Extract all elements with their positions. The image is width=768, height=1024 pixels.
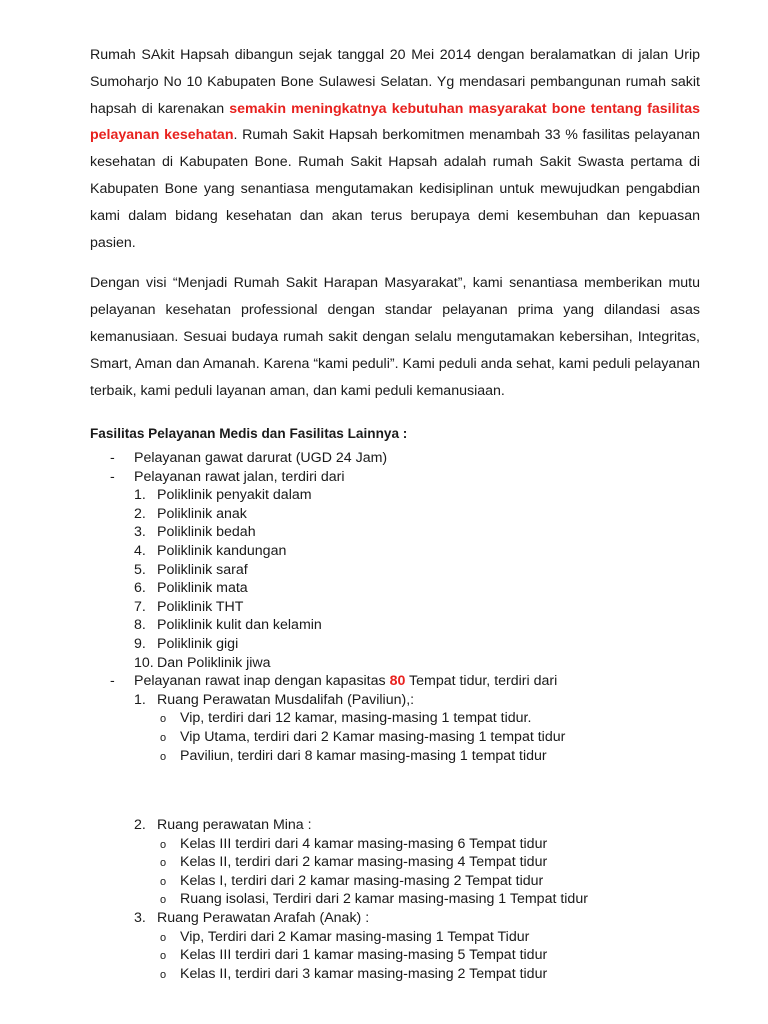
list-item-text: Poliklinik kulit dan kelamin [157, 617, 322, 634]
facilities-heading: Fasilitas Pelayanan Medis dan Fasilitas Lainnya : [90, 426, 408, 441]
item-number: 5. [134, 561, 146, 578]
sub-list-item [90, 835, 700, 854]
list-item [90, 579, 700, 598]
sub-list-item-text: Kelas II, terdiri dari 3 kamar masing-masing 2 Tempat tidur [180, 965, 548, 982]
document-page [90, 42, 701, 982]
list-item-text [134, 672, 557, 691]
bullet-marker: o [160, 838, 167, 851]
list-item-text: Poliklinik gigi [157, 635, 239, 652]
sub-list-item-text: Kelas II, terdiri dari 2 kamar masing-masing 4 Tempat tidur [180, 854, 548, 871]
item-number: 6. [134, 580, 146, 597]
list-item [90, 691, 700, 710]
sub-list-item-text: Vip, Terdiri dari 2 Kamar masing-masing 1 Tempat Tidur [180, 928, 530, 945]
bullet-marker: o [160, 713, 167, 726]
bullet-marker: o [160, 950, 167, 963]
item-number: 1. [134, 691, 146, 708]
list-item-text: Dan Poliklinik jiwa [157, 654, 271, 671]
list-item [90, 672, 700, 691]
list-item [90, 561, 700, 580]
list-item [90, 468, 700, 487]
list-item [90, 616, 700, 635]
sub-list-item-text: Vip Utama, terdiri dari 2 Kamar masing-masing 1 tempat tidur [180, 728, 566, 745]
sub-list-item [90, 890, 700, 909]
sub-list-item-text: Kelas I, terdiri dari 2 kamar masing-masing 2 Tempat tidur [180, 872, 544, 889]
list-item-text: Poliklinik saraf [157, 561, 248, 578]
item-number: 4. [134, 542, 146, 559]
list-item-text: Poliklinik penyakit dalam [157, 487, 312, 504]
ruang-list [90, 691, 700, 984]
item-number: 2. [134, 817, 146, 834]
intro-text-before: Rumah SAkit Hapsah dibangun sejak tanggal 20 Mei 2014 dengan beralamatkan di jalan Urip Sumoharjo No 10 Kabupaten Bone Sulawesi Selatan. Yg mendasari pembangunan rumah sakit hapsah di karenakan [90, 47, 700, 117]
bullet-marker: o [160, 731, 167, 744]
list-item [90, 523, 700, 542]
bullet-marker: o [160, 931, 167, 944]
list-item [90, 486, 700, 505]
list-item-text: Ruang Perawatan Arafah (Anak) : [157, 910, 370, 927]
rawat-inap-text-before: Pelayanan rawat inap dengan kapasitas [134, 673, 390, 690]
item-number: 2. [134, 505, 146, 522]
sub-list-item [90, 965, 700, 984]
bullet-marker: o [160, 857, 167, 870]
vision-paragraph: Dengan visi “Menjadi Rumah Sakit Harapan Masyarakat”, kami senantiasa memberikan mutu pelayanan kesehatan professional dengan standar pelayanan prima yang dilandasi asas kemanusiaan. Sesuai budaya rumah sakit dengan selalu mengutamakan kebersihan, Integritas, Smart, Aman dan Amanah. Karena “kami peduli”. Kami peduli anda sehat, kami peduli pelayanan terbaik, kami peduli layanan aman, dan kami peduli kemanusiaan. [90, 275, 700, 399]
intro-text-after: . Rumah Sakit Hapsah berkomitmen menambah 33 % fasilitas pelayanan kesehatan di Kabupaten Bone. Rumah Sakit Hapsah adalah rumah Sakit Swasta pertama di Kabupaten Bone yang senantiasa mengutamakan kedisiplinan untuk mewujudkan pengabdian kami dalam bidang kesehatan dan akan terus berupaya demi kesembuhan dan kepuasan pasien. [90, 127, 700, 251]
list-item [90, 909, 700, 928]
sub-list-item [90, 946, 700, 965]
item-number: 1. [134, 487, 146, 504]
item-number: 9. [134, 635, 146, 652]
list-item [90, 654, 700, 673]
item-number: 8. [134, 617, 146, 634]
list-item-text: Poliklinik kandungan [157, 542, 287, 559]
item-number: 3. [134, 524, 146, 541]
spacer [90, 765, 700, 816]
sub-list-item-text: Ruang isolasi, Terdiri dari 2 kamar masing-masing 1 Tempat tidur [180, 891, 588, 908]
list-item-text: Poliklinik anak [157, 505, 247, 522]
list-item-text: Poliklinik THT [157, 598, 244, 615]
list-item-text: Ruang Perawatan Musdalifah (Paviliun),: [157, 691, 415, 708]
list-item-text: Pelayanan gawat darurat (UGD 24 Jam) [134, 450, 388, 466]
bullet-marker: o [160, 968, 167, 981]
list-item-text: Ruang perawatan Mina : [157, 817, 312, 834]
list-item [90, 505, 700, 524]
list-item [90, 816, 700, 835]
intro-highlight: semakin meningkatnya kebutuhan masyarakat bone tentang fasilitas pelayanan kesehatan [90, 100, 701, 144]
bullet-marker: o [160, 750, 167, 763]
bullet-marker: o [160, 894, 167, 907]
sub-list-item-text: Vip, terdiri dari 12 kamar, masing-masing 1 tempat tidur. [180, 710, 532, 727]
dash-marker: - [110, 468, 115, 485]
dash-marker: - [110, 450, 115, 466]
sub-list-item [90, 928, 700, 947]
item-number: 10. [134, 654, 154, 671]
list-item-text: Poliklinik mata [157, 580, 248, 597]
bed-capacity-value: 80 [389, 673, 406, 690]
poliklinik-list [90, 486, 700, 672]
bullet-marker: o [160, 875, 167, 888]
list-item-text: Poliklinik bedah [157, 524, 256, 541]
sub-list-item-text: Kelas III terdiri dari 1 kamar masing-masing 5 Tempat tidur [180, 947, 548, 964]
sub-list-item [90, 709, 700, 728]
dash-marker: - [110, 673, 115, 690]
list-item [90, 542, 700, 561]
list-item [90, 598, 700, 617]
sub-list-item [90, 747, 700, 766]
facilities-list [90, 449, 700, 983]
item-number: 7. [134, 598, 146, 615]
list-item-text: Pelayanan rawat jalan, terdiri dari [134, 468, 345, 485]
sub-list-item [90, 872, 700, 891]
list-item [90, 449, 700, 468]
list-item [90, 635, 700, 654]
intro-paragraph [90, 42, 700, 256]
sub-list-item [90, 853, 700, 872]
item-number: 3. [134, 910, 146, 927]
sub-list-item-text: Paviliun, terdiri dari 8 kamar masing-masing 1 tempat tidur [180, 747, 547, 764]
rawat-inap-text-after: Tempat tidur, terdiri dari [405, 673, 558, 690]
sub-list-item-text: Kelas III terdiri dari 4 kamar masing-masing 6 Tempat tidur [180, 835, 548, 852]
sub-list-item [90, 728, 700, 747]
